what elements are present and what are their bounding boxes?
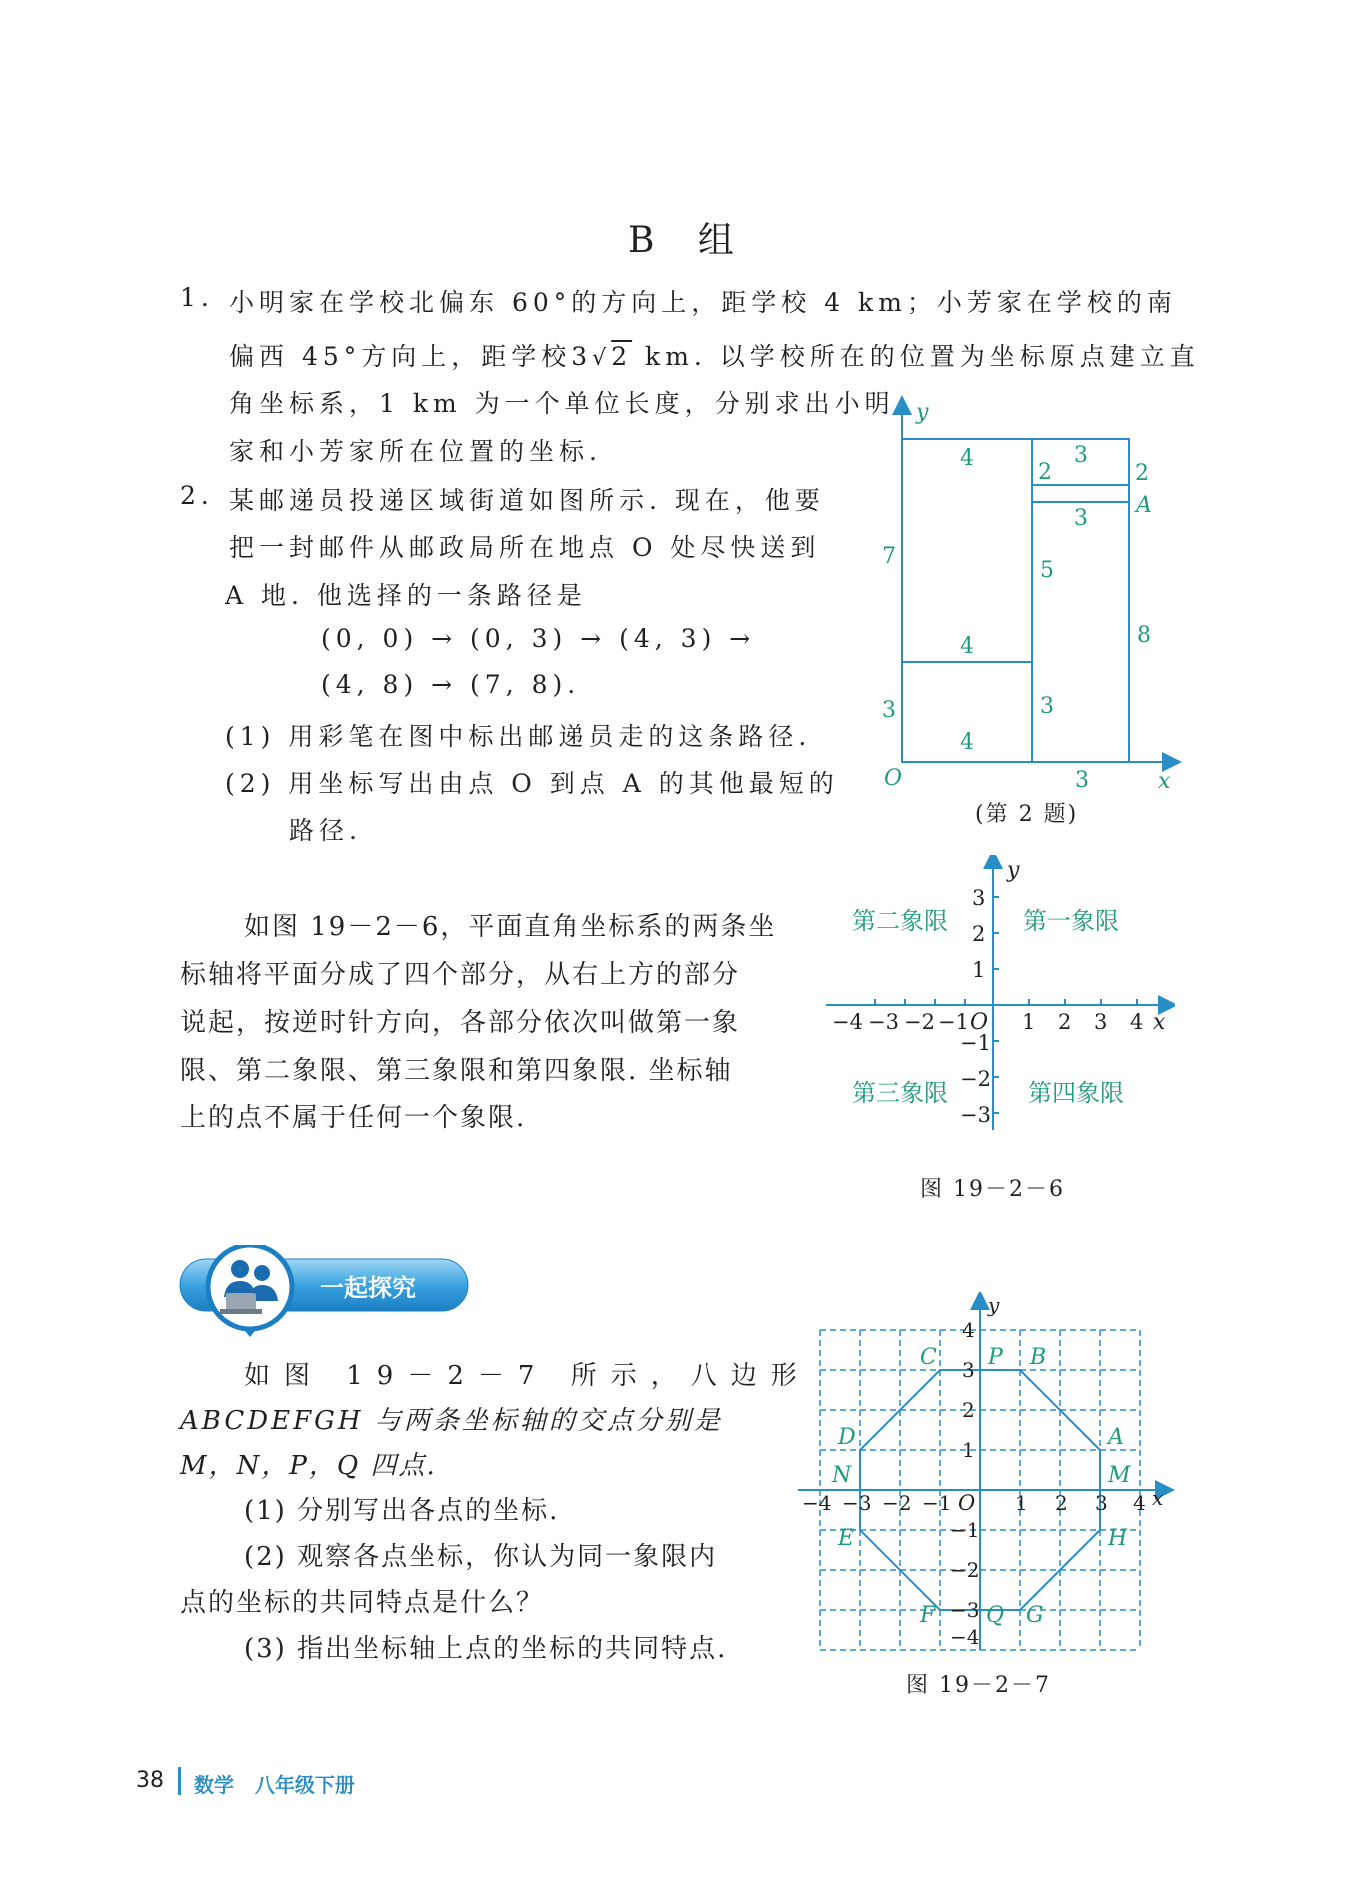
quadrant-figure — [820, 855, 1175, 1135]
q2-path1: (0, 0) → (0, 3) → (4, 3) → — [321, 624, 756, 653]
vertex-e-label: E — [838, 1526, 855, 1551]
explore-sub3: (3) 指出坐标轴上点的坐标的共同特点. — [244, 1634, 728, 1664]
para-line5: 上的点不属于任何一个象限. — [180, 1103, 527, 1133]
fig7-x-tick-label: −1 — [922, 1491, 952, 1515]
vertex-c-label: C — [920, 1345, 937, 1370]
fig2-x-label: x — [1158, 769, 1171, 794]
fig7-x-tick-label: −2 — [882, 1491, 912, 1515]
fig7-x-tick-label: 3 — [1095, 1491, 1108, 1515]
dim-top-left: 4 — [960, 446, 974, 471]
fig6-x-tick-label: 2 — [1058, 1010, 1072, 1034]
fig7-x-tick-label: −4 — [802, 1491, 832, 1515]
fig7-caption: 图 19－2－7 — [906, 1673, 1051, 1698]
fig6-y-label: y — [1007, 858, 1020, 883]
dim-mid-3: 3 — [1040, 694, 1054, 719]
q2-line2: 把一封邮件从邮政局所在地点 O 处尽快送到 — [229, 533, 821, 562]
fig6-x-tick-label: 3 — [1094, 1010, 1108, 1034]
explore-sub2-cont: 点的坐标的共同特点是什么？ — [180, 1588, 545, 1618]
vertex-g-label: G — [1026, 1603, 1044, 1628]
fig6-x-tick-label: 4 — [1130, 1010, 1144, 1034]
explore-line2: ABCDEFGH 与两条坐标轴的交点分别是 — [180, 1406, 723, 1436]
dim-top-right: 3 — [1074, 443, 1088, 468]
fig7-origin: O — [958, 1491, 976, 1515]
point-q-label: Q — [986, 1603, 1005, 1628]
explore-sub1: (1) 分别写出各点的坐标. — [244, 1496, 560, 1526]
quadrant-4-label: 第四象限 — [1028, 1079, 1124, 1107]
fig6-x-tick-label: −3 — [868, 1010, 899, 1034]
fig6-y-tick-label: −3 — [960, 1103, 991, 1127]
dim-right-8: 8 — [1137, 623, 1151, 648]
fig6-x-label: x — [1153, 1010, 1166, 1035]
fig7-x-tick-label: 2 — [1055, 1491, 1068, 1515]
fig7-y-tick-label: −2 — [950, 1558, 980, 1582]
fig2-caption: (第 2 题) — [975, 802, 1079, 827]
explore-line1: 如图 19－2－7 所示，八边形 — [244, 1361, 811, 1391]
fig7-y-label: y — [988, 1293, 1000, 1317]
dim-bottom-4: 4 — [960, 730, 974, 755]
quadrant-1-label: 第一象限 — [1023, 907, 1119, 935]
fig6-x-tick-label: 1 — [1022, 1010, 1036, 1034]
explore-badge — [178, 1245, 473, 1341]
fig6-x-tick-label: −4 — [832, 1010, 863, 1034]
fig6-y-tick-label: −1 — [960, 1031, 991, 1055]
explore-badge-label: 一起探究 — [320, 1274, 416, 1302]
dim-left-7: 7 — [882, 544, 896, 569]
fig7-y-tick-label: −1 — [950, 1518, 980, 1542]
dim-mid-5: 5 — [1040, 558, 1054, 583]
explore-sub2: (2) 观察各点坐标，你认为同一象限内 — [244, 1542, 718, 1572]
q2-path2: (4, 8) → (7, 8). — [321, 670, 581, 699]
dim-outer-2: 2 — [1135, 461, 1149, 486]
q2-sub2: (2) 用坐标写出由点 O 到点 A 的其他最短的 — [225, 769, 839, 798]
point-n-label: N — [832, 1463, 852, 1488]
dim-right-3: 3 — [1074, 506, 1088, 531]
fig6-y-tick-label: −2 — [960, 1067, 991, 1091]
fig6-origin: O — [970, 1010, 989, 1035]
fig6-x-tick-label: −2 — [904, 1010, 935, 1034]
fig6-caption: 图 19－2－6 — [920, 1177, 1065, 1202]
para-line1: 如图 19－2－6，平面直角坐标系的两条坐 — [244, 912, 777, 942]
quadrant-3-label: 第三象限 — [852, 1079, 948, 1107]
street-map-figure — [870, 395, 1190, 835]
fig6-x-tick-label: −1 — [938, 1010, 969, 1034]
q1-line1: 小明家在学校北偏东 60°的方向上，距学校 4 km；小芳家在学校的南 — [229, 288, 1177, 317]
fig7-y-tick-label: 2 — [962, 1398, 975, 1422]
vertex-b-label: B — [1030, 1345, 1047, 1370]
vertex-f-label: F — [920, 1603, 936, 1628]
q1-line4: 家和小芳家所在位置的坐标. — [229, 437, 602, 466]
q2-number: 2. — [180, 481, 214, 510]
q2-sub2-cont: 路径. — [289, 816, 362, 845]
fig7-y-tick-label: 4 — [962, 1318, 975, 1342]
dim-mid-4: 4 — [960, 634, 974, 659]
fig7-y-tick-label: 1 — [962, 1438, 975, 1462]
sqrt-symbol: √ — [592, 346, 612, 371]
dim-inner-2: 2 — [1038, 460, 1052, 485]
para-line3: 说起，按逆时针方向，各部分依次叫做第一象 — [180, 1008, 741, 1038]
q1-number: 1. — [180, 283, 214, 312]
vertex-d-label: D — [838, 1425, 856, 1450]
vertex-h-label: H — [1108, 1526, 1128, 1551]
fig7-x-tick-label: −3 — [842, 1491, 872, 1515]
q2-line1: 某邮递员投递区域街道如图所示. 现在，他要 — [229, 486, 825, 515]
quadrant-2-label: 第二象限 — [852, 907, 948, 935]
q2-sub1: (1) 用彩笔在图中标出邮递员走的这条路径. — [225, 722, 812, 751]
vertex-a-label: A — [1108, 1425, 1124, 1450]
fig6-y-tick-label: 3 — [972, 886, 986, 910]
outer-block — [902, 439, 1129, 762]
dim-left-3: 3 — [882, 698, 896, 723]
point-p-label: P — [988, 1345, 1003, 1370]
fig7-x-tick-label: 1 — [1015, 1491, 1028, 1515]
para-line2: 标轴将平面分成了四个部分，从右上方的部分 — [180, 960, 741, 990]
q1-line3: 角坐标系，1 km 为一个单位长度，分别求出小明 — [229, 389, 895, 418]
fig2-origin: O — [884, 766, 903, 791]
fig6-y-tick-label: 2 — [972, 922, 986, 946]
page-number: 38 — [136, 1768, 164, 1793]
octagon-figure — [790, 1292, 1175, 1652]
fig7-y-tick-label: −4 — [950, 1625, 980, 1649]
book-title: 数学 八年级下册 — [194, 1773, 355, 1797]
fig7-y-tick-label: 3 — [962, 1358, 975, 1382]
para-line4: 限、第二象限、第三象限和第四象限. 坐标轴 — [180, 1056, 733, 1086]
section-heading: B 组 — [628, 220, 750, 261]
explore-line3: M，N，P，Q 四点. — [180, 1451, 437, 1481]
q2-line3: A 地. 他选择的一条路径是 — [225, 581, 587, 610]
dim-bottom-3: 3 — [1075, 768, 1089, 793]
fig6-y-tick-label: 1 — [972, 958, 986, 982]
fig7-x-tick-label: 4 — [1133, 1491, 1146, 1515]
fig2-point-a: A — [1136, 493, 1152, 518]
q1-line2: 偏西 45°方向上，距学校3√2 km. 以学校所在的位置为坐标原点建立直 — [229, 342, 1200, 371]
fig7-y-tick-label: −3 — [950, 1598, 980, 1622]
point-m-label: M — [1108, 1463, 1131, 1488]
fig2-y-label: y — [916, 400, 929, 425]
footer-divider — [178, 1767, 181, 1795]
fig7-x-label: x — [1152, 1486, 1164, 1510]
